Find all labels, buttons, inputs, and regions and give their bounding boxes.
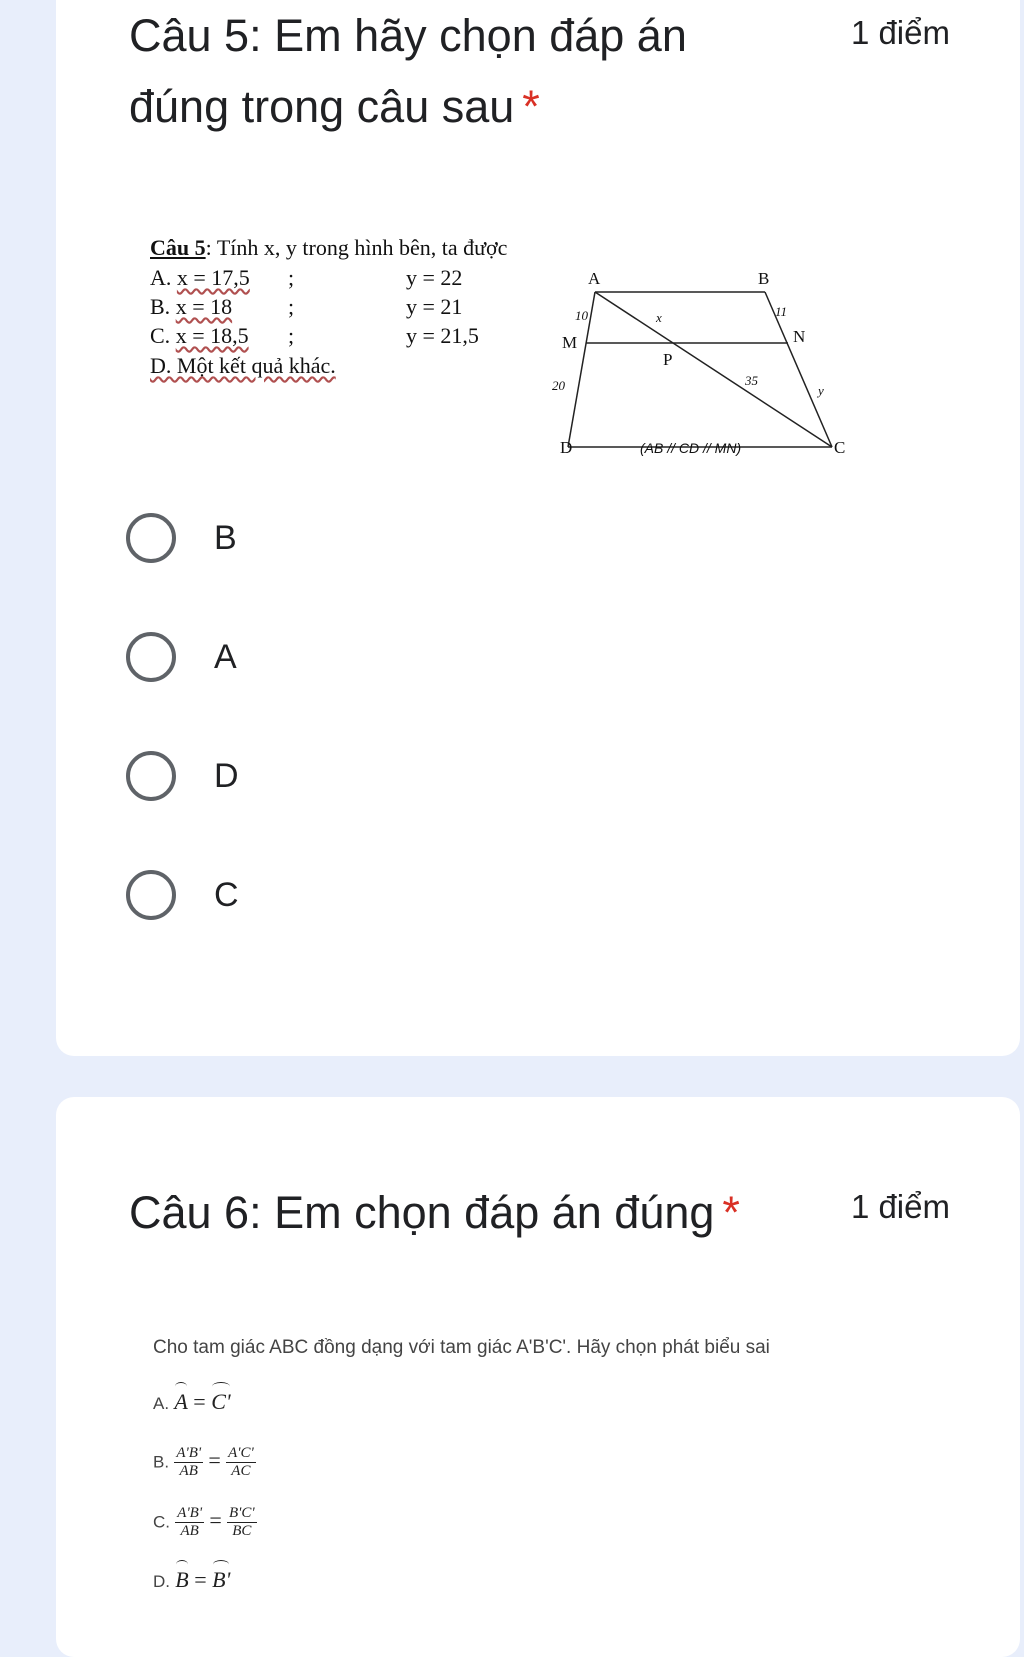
parallel-note: (AB // CD // MN) [640,440,742,456]
image-row-a: A. x = 17,5 [150,265,250,290]
radio-circle-icon[interactable] [126,751,176,801]
option-a[interactable] [126,625,237,689]
question-title [129,0,729,142]
question-card-6 [56,1097,1020,1657]
label-c: C [834,438,846,457]
label-m: M [562,333,578,352]
option-label: D [214,756,239,795]
question-title-line-1: Câu 6: Em chọn đáp án đúng * [129,1187,740,1238]
label-d: D [560,438,573,457]
required-asterisk: * [722,1187,740,1238]
question-title-line-2: đúng trong câu sau * [129,81,540,132]
image-row-a-sep: ; [288,265,295,290]
choice-c: C. $\frac{A'B'}{AB}$ = $\frac{B'C'}{BC}$ [153,1505,255,1539]
option-label: B [214,518,237,557]
question-image [150,235,890,495]
label-x: x [656,310,662,325]
question-points: 1 điểm [850,1188,950,1225]
image-row-b-y: y = 21 [406,294,463,319]
radio-circle-icon[interactable] [126,870,176,920]
choice-d: D. B = B' [153,1567,231,1592]
label-35: 35 [745,373,758,388]
label-20: 20 [552,378,565,393]
image-row-c-sep: ; [288,323,295,348]
required-asterisk: * [522,81,540,132]
option-b[interactable] [126,506,237,570]
option-label: A [214,637,237,676]
option-c[interactable] [126,863,239,927]
radio-circle-icon[interactable] [126,513,176,563]
question-card-5 [56,0,1020,1056]
label-y: y [818,383,824,398]
label-n: N [793,327,806,346]
choice-a: A. A = C' [153,1389,231,1414]
image-row-a-y: y = 22 [406,265,463,290]
label-p: P [663,350,673,369]
image-row-b-sep: ; [288,294,295,319]
option-d[interactable] [126,744,239,808]
choice-b: B. $\frac{A'B'}{AB}$ = $\frac{A'C'}{AC}$ [153,1445,254,1479]
label-a: A [588,269,601,288]
image-heading: Câu 5: Tính x, y trong hình bên, ta được [150,235,508,260]
question-title [129,1177,849,1248]
question-image [153,1337,953,1637]
question-points: 1 điểm [850,14,950,51]
option-label: C [214,875,239,914]
trapezoid-diagram [550,260,880,470]
image-row-c-y: y = 21,5 [406,323,479,348]
label-10: 10 [575,308,588,323]
image-row-d: D. Một kết quả khác. [150,353,336,378]
radio-circle-icon[interactable] [126,632,176,682]
label-b: B [758,269,770,288]
image-row-c: C. x = 18,5 [150,323,249,348]
label-11: 11 [775,304,788,319]
image-row-b: B. x = 18 [150,294,233,319]
question-title-line-1: Câu 5: Em hãy chọn đáp án [129,10,687,61]
statement: Cho tam giác ABC đồng dạng với tam giác A'B'C'. Hãy chọn phát biểu sai [153,1337,770,1358]
